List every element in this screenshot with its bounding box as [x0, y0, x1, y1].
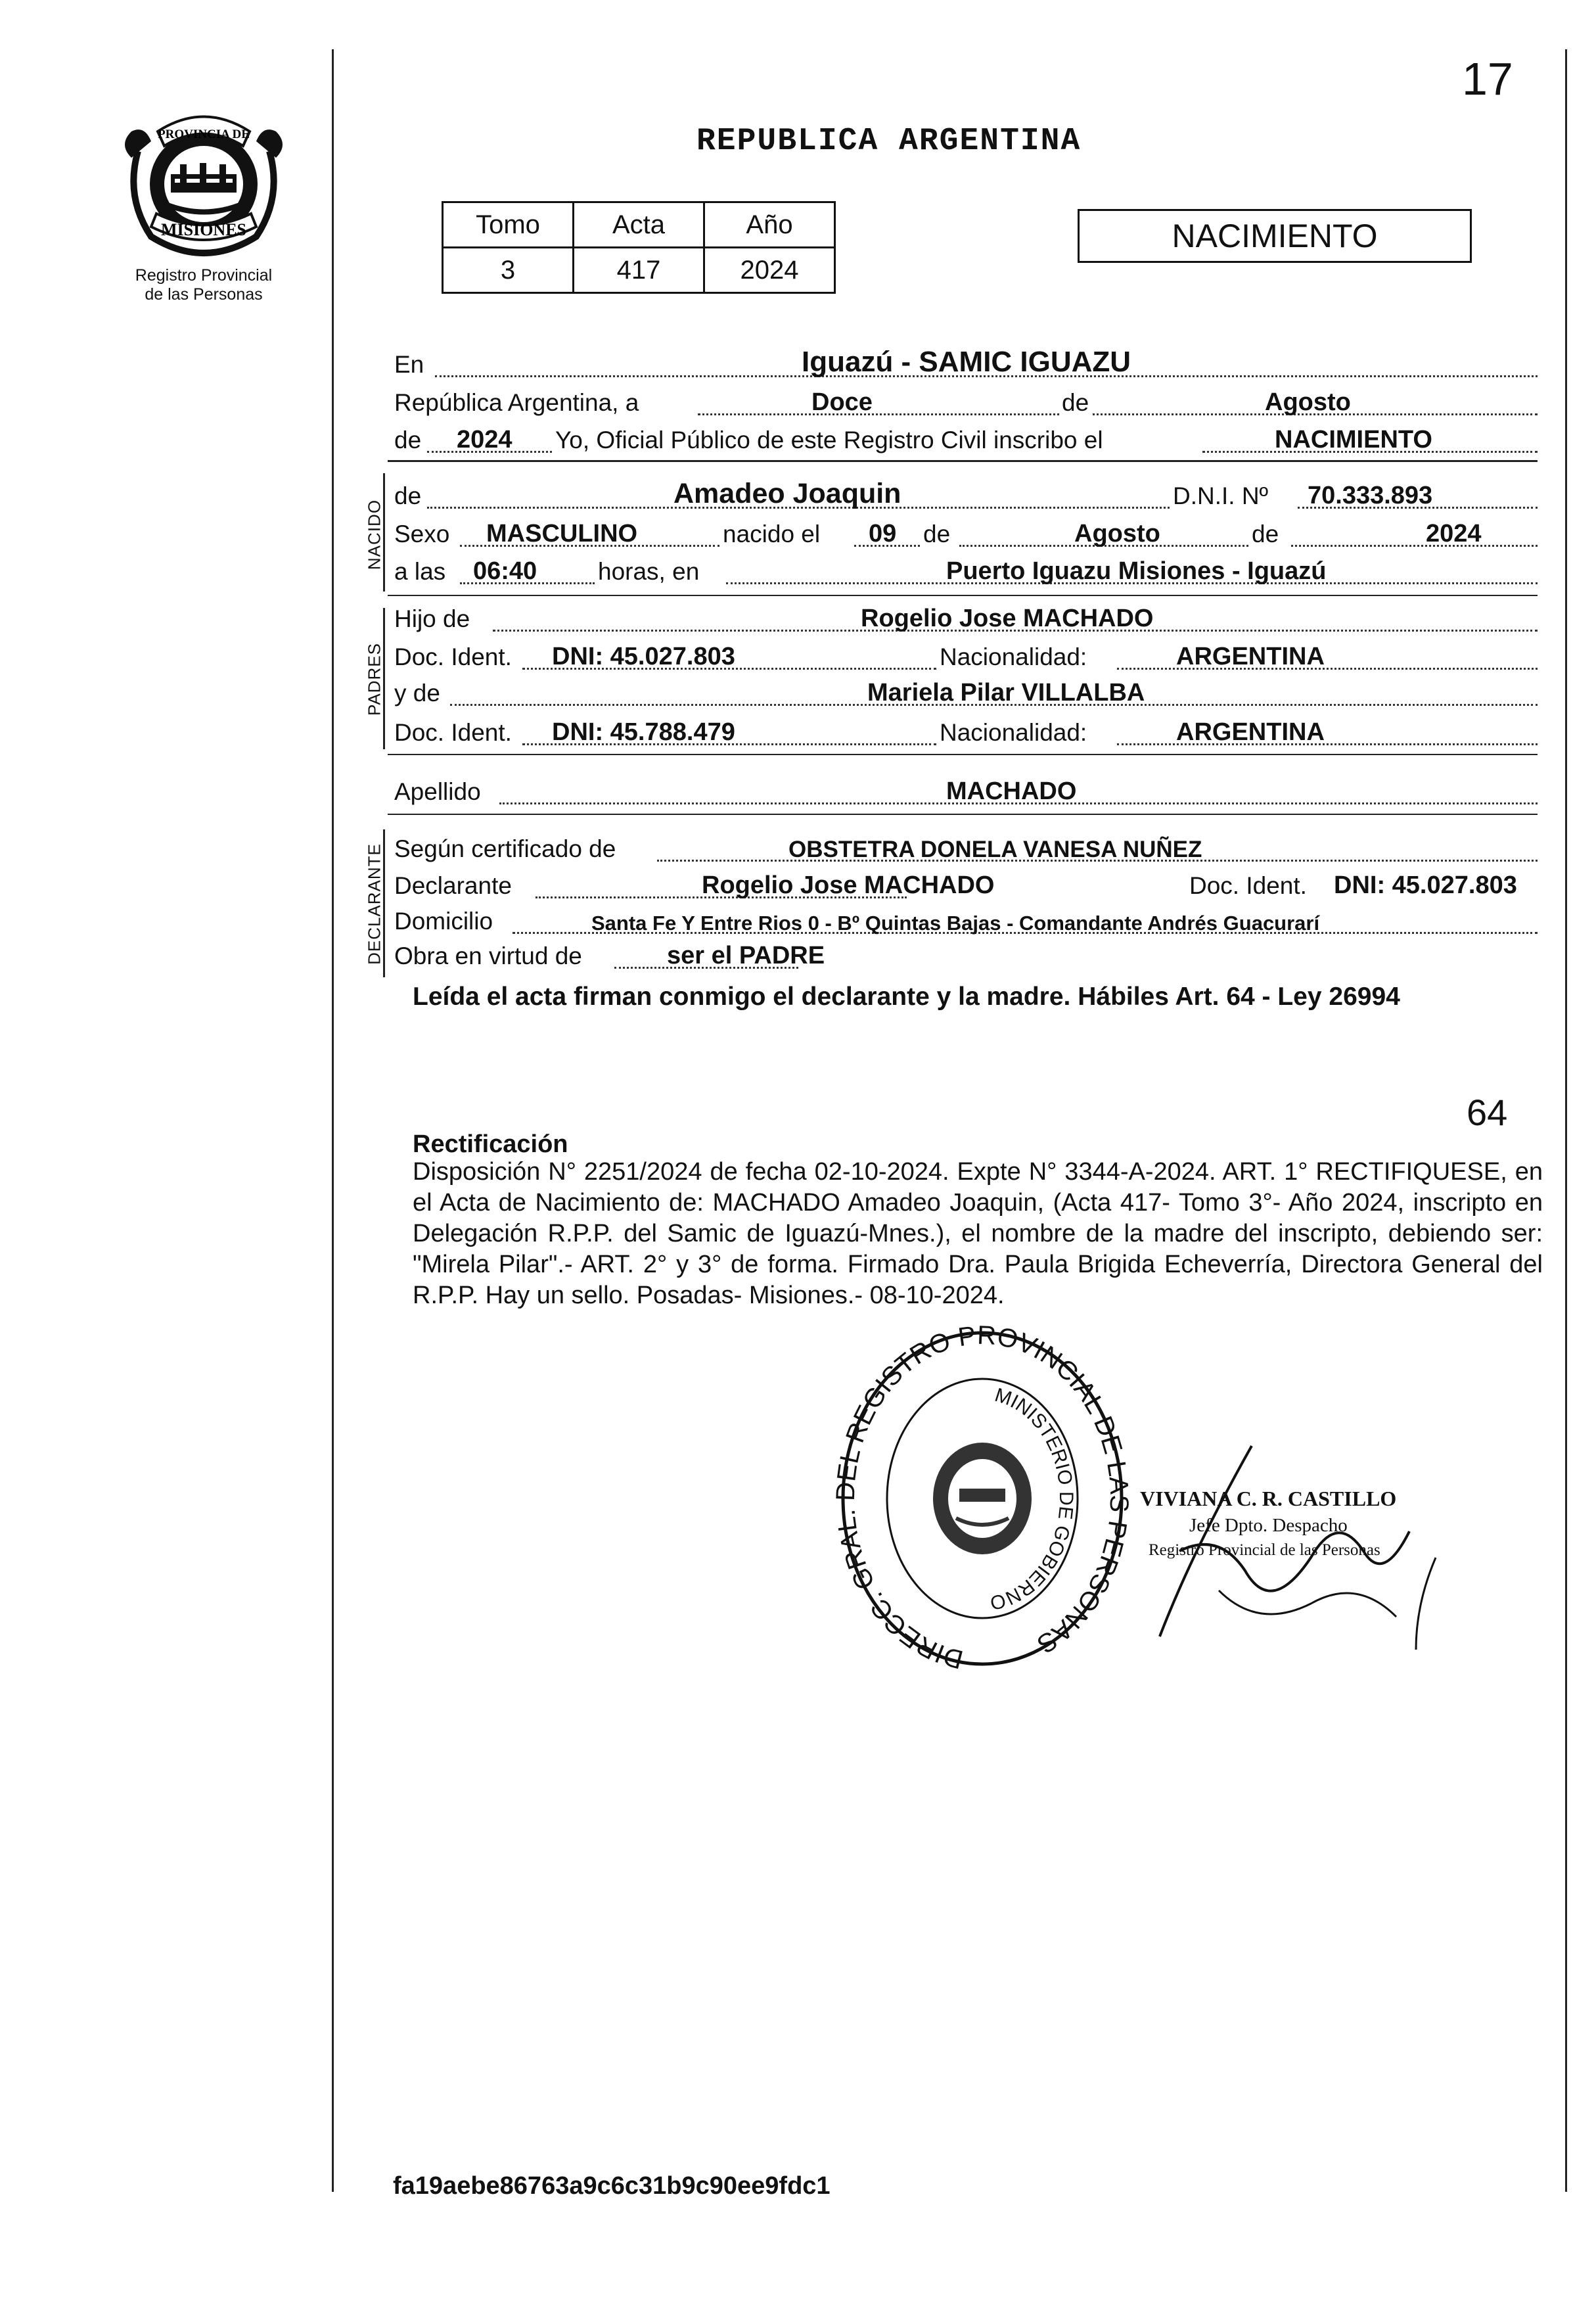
mother-nationality: ARGENTINA — [1176, 718, 1325, 746]
parents-row-3 — [394, 674, 1538, 710]
obra-value: ser el PADRE — [667, 942, 825, 969]
table-value-ano: 2024 — [704, 248, 835, 293]
section-divider — [388, 595, 1538, 596]
place-value: Iguazú - SAMIC IGUAZU — [802, 346, 1131, 378]
declarant-row-2 — [394, 866, 1538, 902]
seal-icon — [831, 1321, 1133, 1689]
parents-row-4 — [394, 713, 1538, 749]
section-divider — [388, 460, 1538, 462]
surname-row — [394, 772, 1538, 808]
born-row-2 — [394, 515, 1538, 551]
doc-label: Doc. Ident. — [394, 643, 512, 670]
born-label: nacido el — [723, 521, 821, 547]
official-seal — [831, 1321, 1133, 1689]
year-value: 2024 — [457, 426, 513, 453]
signature-office: Registro Provincial de las Personas — [1149, 1541, 1380, 1559]
left-margin-line — [332, 49, 334, 2192]
seal-inner-text: MINISTERIO DE GOBIERNO — [988, 1384, 1078, 1614]
declarant-doc: DNI: 45.027.803 — [1334, 871, 1517, 899]
birth-month: Agosto — [1074, 520, 1160, 547]
republic-label: República Argentina, a — [394, 389, 639, 416]
logo-text-bottom: MISIONES — [160, 220, 247, 239]
signature-role: Jefe Dpto. Despacho — [1189, 1515, 1348, 1536]
child-sex: MASCULINO — [486, 520, 638, 547]
intro-row-2 — [394, 383, 1538, 419]
table-header-ano: Año — [704, 202, 835, 248]
yde-label: y de — [394, 680, 440, 707]
doc-label: Doc. Ident. — [394, 719, 512, 746]
certificate-label: Según certificado de — [394, 835, 616, 862]
table-header-tomo: Tomo — [443, 202, 574, 248]
document-hash: fa19aebe86763a9c6c31b9c90ee9fdc1 — [393, 2172, 831, 2200]
section-label-declarante: DECLARANTE — [364, 843, 384, 965]
parents-row-2 — [394, 638, 1538, 674]
dotted-fill — [1291, 545, 1538, 547]
address-label: Domicilio — [394, 908, 493, 935]
table-value-acta: 417 — [574, 248, 704, 293]
section-divider — [388, 814, 1538, 815]
registry-table — [442, 201, 836, 294]
section-divider — [388, 754, 1538, 755]
day-value: Doce — [811, 388, 873, 416]
rectification-body: Disposición N° 2251/2024 de fecha 02-10-2024. Expte N° 3344-A-2024. ART. 1° RECTIFIQUESE, en el Acta de Nacimiento de: MACHADO Amadeo Joaquin, (Acta 417- Tomo 3°- Año 2024, inscripto en Delegación R.P.P. del Samic de Iguazú-Mnes.), el nombre de la madre del inscripto, debiendo ser: "Mirela Pilar".- ART. 2° y 3° de forma. Firmado Dra. Paula Brigida Echeverría, Directora General del R.P.P. Hay un sello. Posadas- Misiones.- 08-10-2024. — [413, 1158, 1543, 1309]
declarant-address: Santa Fe Y Entre Rios 0 - Bº Quintas Bajas - Comandante Andrés Guacurarí — [591, 912, 1320, 935]
logo-caption-line-1: Registro Provincial — [135, 266, 273, 285]
intro-row-3 — [394, 421, 1538, 457]
at-label: a las — [394, 558, 446, 585]
table-value-tomo: 3 — [443, 248, 574, 293]
certificate-value: OBSTETRA DONELA VANESA NUÑEZ — [788, 837, 1202, 862]
father-name: Rogelio Jose MACHADO — [861, 605, 1154, 632]
table-header-acta: Acta — [574, 202, 704, 248]
en-label: En — [394, 351, 424, 378]
parents-row-1 — [394, 599, 1538, 636]
section-label-nacido: NACIDO — [364, 499, 384, 570]
sexo-label: Sexo — [394, 521, 450, 547]
mother-doc: DNI: 45.788.479 — [552, 718, 735, 746]
province-shield-icon — [112, 105, 296, 263]
declarant-row-1 — [394, 829, 1538, 866]
child-name: Amadeo Joaquin — [673, 478, 901, 509]
declarant-row-4 — [394, 937, 1538, 973]
hijo-label: Hijo de — [394, 605, 470, 632]
surname-label: Apellido — [394, 778, 481, 805]
logo-text-top: PROVINCIA DE — [158, 128, 250, 141]
obra-label: Obra en virtud de — [394, 942, 582, 969]
de-label: de — [394, 427, 422, 453]
hours-label: horas, en — [598, 558, 700, 585]
month-value: Agosto — [1265, 388, 1351, 416]
rectification-number: 64 — [1467, 1092, 1508, 1133]
child-dni: 70.333.893 — [1308, 482, 1433, 509]
birth-place: Puerto Iguazu Misiones - Iguazú — [946, 557, 1327, 585]
record-type-box: NACIMIENTO — [1078, 209, 1472, 263]
father-nationality: ARGENTINA — [1176, 643, 1325, 670]
birth-year: 2024 — [1426, 520, 1482, 547]
de-label: de — [923, 521, 951, 547]
born-row-1 — [394, 476, 1538, 513]
rectification-heading: Rectificación — [413, 1130, 568, 1158]
closing-statement: Leída el acta firman conmigo el declarante y la madre. Hábiles Art. 64 - Ley 26994 — [413, 983, 1400, 1011]
declarant-row-3 — [394, 902, 1538, 938]
page-number: 17 — [1462, 53, 1513, 104]
birth-time: 06:40 — [473, 557, 537, 585]
nationality-label: Nacionalidad: — [940, 719, 1087, 746]
right-margin-line — [1565, 49, 1567, 2192]
registered-event: NACIMIENTO — [1275, 426, 1432, 453]
declarant-name: Rogelio Jose MACHADO — [702, 871, 995, 899]
mother-name: Mariela Pilar VILLALBA — [867, 679, 1145, 707]
de-label: de — [1059, 389, 1091, 417]
country-title: REPUBLICA ARGENTINA — [696, 124, 1082, 159]
registry-logo — [112, 105, 296, 266]
intro-row-1 — [394, 345, 1538, 381]
surname-value: MACHADO — [946, 777, 1077, 805]
father-doc: DNI: 45.027.803 — [552, 643, 735, 670]
seal-outer-text: DIRECC. GRAL. DEL REGISTRO PROVINCIAL DE LAS PERSONAS — [831, 1321, 1133, 1675]
de-label: de — [1252, 521, 1279, 547]
born-row-3 — [394, 552, 1538, 588]
signature-name: VIVIANA C. R. CASTILLO — [1140, 1487, 1397, 1510]
nationality-label: Nacionalidad: — [940, 643, 1087, 670]
section-label-padres: PADRES — [364, 643, 384, 716]
declarant-label: Declarante — [394, 872, 512, 899]
birth-day: 09 — [869, 520, 897, 547]
logo-caption-line-2: de las Personas — [145, 285, 263, 304]
dni-label: D.N.I. Nº — [1173, 482, 1269, 509]
logo-caption — [99, 266, 309, 304]
official-text: Yo, Oficial Público de este Registro Civil inscribo el — [555, 427, 1103, 453]
doc-label: Doc. Ident. — [1189, 872, 1307, 899]
de-label: de — [394, 482, 422, 509]
